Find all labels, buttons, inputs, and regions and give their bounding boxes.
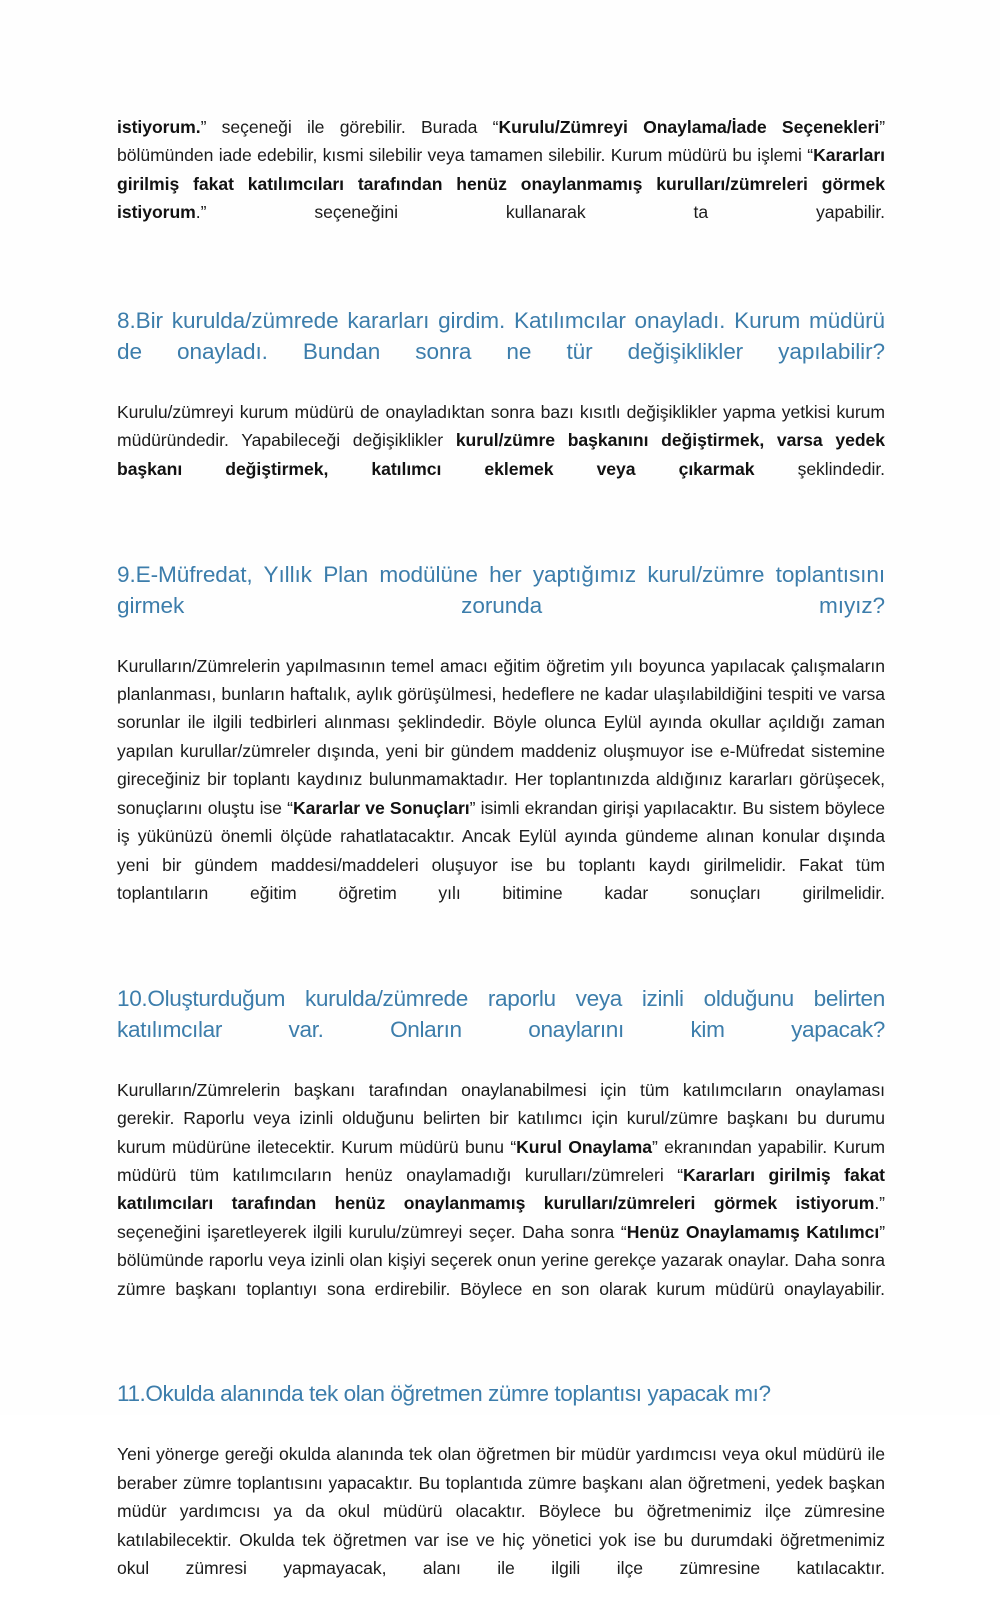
qa-section-8 xyxy=(117,305,885,512)
document-content-column xyxy=(117,113,885,1611)
intro-text-2: ” bölümünden iade edebilir, kısmi silebilir veya tamamen silebilir. Kurum müdürü bu işlemi “ xyxy=(117,117,885,166)
answer-8-text-2: şeklindedir. xyxy=(754,458,885,479)
intro-bold-option-2: Kararları girilmiş fakat katılımcıları tarafından henüz onaylanmamış kurulları/zümreleri görmek istiyorum xyxy=(117,145,885,223)
answer-10-bold-1: Kurul Onaylama xyxy=(516,1136,652,1157)
answer-9-text-2: ” isimli ekrandan girişi yapılacaktır. Bu sistem böylece iş yükünüzü önemli ölçüde rahatlatacaktır. Ancak Eylül ayında gündeme alınan konular dışında yeni bir gündem maddesi/maddeleri oluşuyor ise bu toplantı kaydı girilmelidir. Fakat tüm toplantıların eğitim öğretim yılı bitimine kadar sonuçları girilmelidir. xyxy=(117,797,885,903)
answer-10-bold-2: Kararları girilmiş fakat katılımcıları tarafından henüz onaylanmamış kurulları/zümreleri görmek istiyorum xyxy=(117,1164,885,1214)
answer-10-text-2: ” ekranından yapabilir. Kurum müdürü tüm katılımcıların henüz onaylamadığı kurulları/zümreleri “ xyxy=(117,1136,886,1185)
answer-10-text-1: Kurulların/Zümrelerin başkanı tarafından onaylanabilmesi için tüm katılımcıların onaylaması gerekir. Raporlu veya izinli olduğunu belirten bir katılımcı için kurul/zümre başkanı bu durumu kurum müdürüne iletecektir. Kurum müdürü bunu “ xyxy=(117,1079,885,1157)
answer-8-bold-1: kurul/zümre başkanını değiştirmek, varsa yedek başkanı değiştirmek, katılımcı eklemek veya çıkarmak xyxy=(117,430,885,479)
intro-text-1: ” seçeneği ile görebilir. Burada “ xyxy=(200,117,499,137)
question-heading-10: 10.Oluşturduğum kurulda/zümrede raporlu veya izinli olduğunu belirten katılımcılar var. Onların onaylarını kim yapacak? xyxy=(117,985,885,1042)
qa-section-11 xyxy=(117,1378,885,1610)
intro-bold-lead: istiyorum. xyxy=(117,117,201,137)
answer-paragraph-11 xyxy=(117,1440,885,1610)
answer-paragraph-8 xyxy=(117,398,885,512)
answer-paragraph-9 xyxy=(117,652,885,936)
question-heading-11: 11.Okulda alanında tek olan öğretmen zümre toplantısı yapacak mı? xyxy=(117,1381,771,1407)
qa-section-10 xyxy=(117,983,885,1332)
answer-9-bold-1: Kararlar ve Sonuçları xyxy=(292,797,470,818)
answer-paragraph-10 xyxy=(117,1076,885,1332)
question-heading-9: 9.E-Müfredat, Yıllık Plan modülüne her yaptığımız kurul/zümre toplantısını girmek zorunda mıyız? xyxy=(117,561,885,618)
answer-9-text-1: Kurulların/Zümrelerin yapılmasının temel amacı eğitim öğretim yılı boyunca yapılacak çalışmaların planlanması, bunların haftalık, aylık görüşülmesi, hedeflere ne kadar ulaşılabildiğini tespiti ve varsa sorunlar ile ilgili tedbirleri alınması şeklindedir. Böyle olunca Eylül ayında okullar açıldığı zaman yapılan kurullar/zümreler dışında, yeni bir gündem maddeniz oluşmuyor ise e-Müfredat sistemine gireceğiniz bir toplantı kaydınız bulunmamaktadır. Her toplantınızda aldığınız kararları görüşecek, sonuçlarını oluştu ise “ xyxy=(117,655,885,818)
intro-text-3: .” seçeneğini kullanarak ta yapabilir. xyxy=(195,202,885,223)
answer-10-text-3: .” seçeneğini işaretleyerek ilgili kurulu/zümreyi seçer. Daha sonra “ xyxy=(117,1193,885,1242)
question-heading-8: 8.Bir kurulda/zümrede kararları girdim. Katılımcılar onayladı. Kurum müdürü de onayladı. Bundan sonra ne tür değişiklikler yapılabilir? xyxy=(117,308,885,365)
qa-section-9 xyxy=(117,559,885,936)
intro-bold-option-1: Kurulu/Zümreyi Onaylama/İade Seçenekleri xyxy=(498,117,880,137)
answer-10-text-4: ” bölümünde raporlu veya izinli olan kişiyi seçerek onun yerine gerekçe yazarak onaylar. Daha sonra zümre başkanı toplantıyı sona erdirebilir. Böylece en son olarak kurum müdürü onaylayabilir. xyxy=(117,1221,885,1299)
answer-11-text-1: Yeni yönerge gereği okulda alanında tek olan öğretmen bir müdür yardımcısı veya okul müdürü ile beraber zümre toplantısını yapacaktır. Bu toplantıda zümre başkanı alan öğretmeni, yedek başkan müdür yardımcısı ya da okul müdürü olacaktır. Böylece bu öğretmenimiz ilçe zümresine katılabilecektir. Okulda tek öğretmen var ise ve hiç yönetici yok ise bu durumdaki öğretmenimiz okul zümresi yapmayacak, alanı ile ilgili ilçe zümresine katılacaktır. xyxy=(117,1444,885,1578)
answer-8-text-1: Kurulu/zümreyi kurum müdürü de onayladıktan sonra bazı kısıtlı değişiklikler yapma yetkisi kurum müdüründedir. Yapabileceği değişiklikler xyxy=(117,402,885,451)
intro-paragraph xyxy=(117,113,885,255)
answer-10-bold-3: Henüz Onaylamamış Katılımcı xyxy=(626,1221,880,1242)
